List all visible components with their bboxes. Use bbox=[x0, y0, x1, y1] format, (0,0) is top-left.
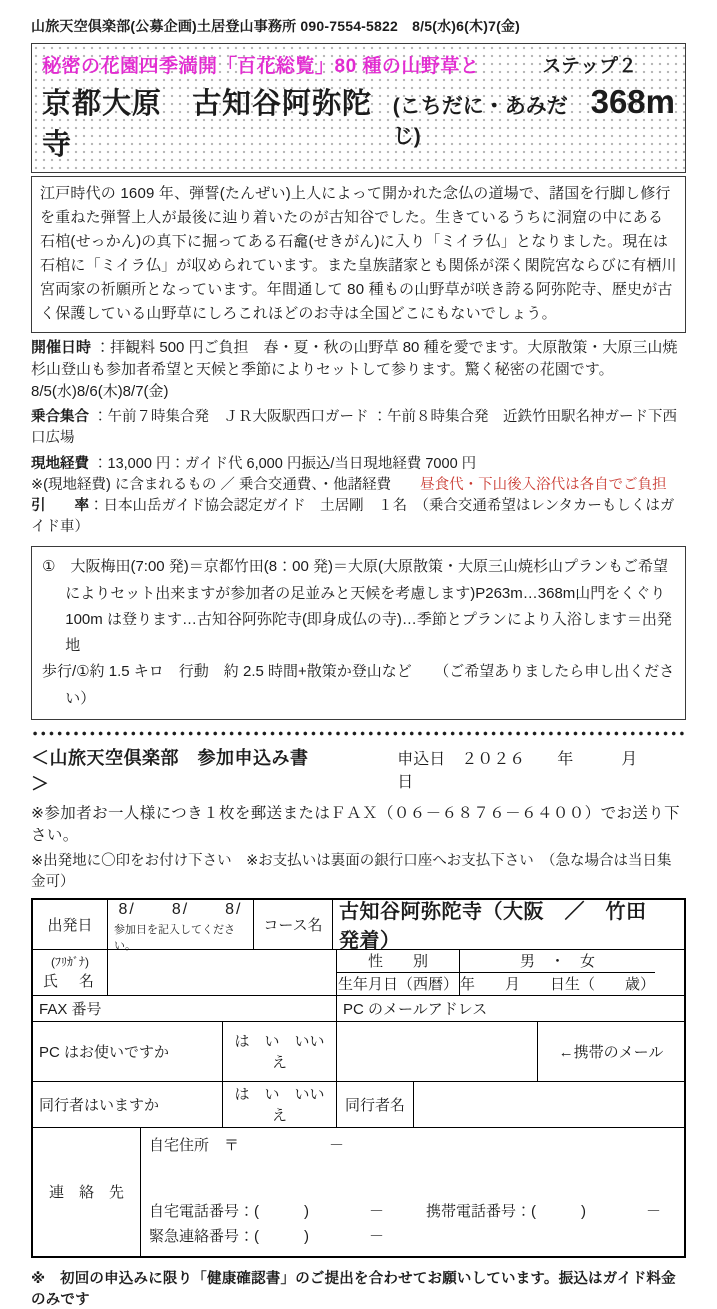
departure-label: 出発日 bbox=[33, 900, 108, 949]
application-header-row bbox=[31, 744, 686, 796]
footer-note: ※ 初回の申込みに限り「健康確認書」のご提出を合わせてお願いしています。振込はガイド料金のみです bbox=[31, 1270, 676, 1308]
furigana-label: (ﾌﾘｶﾞﾅ) bbox=[51, 955, 89, 970]
departure-date-blanks: 8/ 8/ 8/ bbox=[118, 900, 243, 918]
dates-line: 8/5(水)8/6(木)8/7(金) bbox=[31, 382, 169, 400]
title-main-row bbox=[42, 81, 675, 163]
application-title: ＜山旅天空倶楽部 参加申込み書＞ bbox=[31, 747, 309, 794]
application-date-line: 申込日 ２０２６ 年 月 日 bbox=[397, 750, 686, 791]
gender-value: 男 ・ 女 bbox=[520, 953, 596, 971]
pc-yesno-choice: は い いいえ bbox=[223, 1022, 337, 1081]
pc-question: PC はお使いですか bbox=[33, 1022, 223, 1081]
name-label: 氏 名 bbox=[42, 973, 97, 991]
course-name-cell bbox=[333, 900, 684, 953]
club-header-line: 山旅天空倶楽部(公募企画)土居登山事務所 090-7554-5822 8/5(水)6(木)7(金) bbox=[31, 18, 520, 34]
table-row-name bbox=[33, 950, 684, 996]
cost-note-line bbox=[31, 475, 686, 496]
guide-text: ：日本山岳ガイド協会認定ガイド 土居剛 １名 （乗合交通希望はレンタカーもしくはガイド車） bbox=[31, 498, 675, 536]
contact-fields-cell bbox=[141, 1128, 684, 1256]
title-reading: (こちだに・あみだじ) bbox=[392, 95, 568, 148]
phone-row bbox=[149, 1199, 676, 1225]
guide-label: 引 率 bbox=[31, 498, 89, 515]
title-step-label: ステップ２ bbox=[542, 56, 637, 77]
description-text: 江戸時代の 1609 年、弾誓(たんぜい)上人によって開かれた念仏の道場で、諸国を行脚し修行を重ねた弾誓上人が最後に辿り着いたのが古知谷でした。生きているうちに洞窟の中にある石棺(せっかん)の真下に掘ってある石龕(せきがん)に入り「ミイラ仏」となりました。現在は石棺に「ミイラ仏」が収められています。また皇族諸家とも関係が深く閑院宮ならびに有栖川宮両家の祈願所となっています。年間通して 80 種もの山野草が咲き誇る阿弥陀寺、歴史が古く保護している山野草にしろこれほどのお寺は全国どこにもないでしょう。 bbox=[40, 185, 677, 322]
title-subtitle: 秘密の花園四季満開「百花総覧」80 種の山野草と bbox=[42, 56, 480, 77]
dotted-separator bbox=[31, 731, 686, 736]
cost-line bbox=[31, 454, 686, 475]
home-address-field: 自宅住所 〒 － bbox=[149, 1136, 345, 1154]
title-main: 京都大原 古知谷阿弥陀寺 bbox=[42, 88, 373, 161]
home-phone-field: 自宅電話番号：( ) － bbox=[149, 1202, 384, 1220]
itinerary-box bbox=[31, 546, 686, 720]
companion-question: 同行者はいますか bbox=[33, 1082, 223, 1127]
name-label-cell bbox=[33, 950, 108, 995]
gender-birth-grid bbox=[337, 950, 655, 995]
birth-row bbox=[337, 973, 655, 995]
mail-input-field bbox=[337, 1022, 538, 1081]
event-text: ：拝観料 500 円ご負担 春・夏・秋の山野草 80 種を愛でます。大原散策・大原三山焼杉山登山も参加者希望と天候と季節によりセットして参ります。驚く秘密の花園です。 bbox=[31, 339, 678, 378]
event-line bbox=[31, 337, 686, 381]
departure-date-field bbox=[108, 900, 254, 952]
gender-label: 性 別 bbox=[337, 950, 460, 972]
companion-name-field bbox=[414, 1082, 684, 1127]
meet-line bbox=[31, 407, 686, 449]
itinerary-line1: ① 大阪梅田(7:00 発)＝京都竹田(8：00 発)＝大原(大原散策・大原三山焼杉山プランもご希望によりセット出来ますが参加者の足並みと天候を考慮します)P263m…368m山門をくぐり 100m は登ります…古知谷阿弥陀寺(即身成仏の寺)…季節とプランにより入浴します＝出発地 bbox=[42, 558, 672, 655]
mobile-mail-note: ←携帯のメール bbox=[558, 1043, 664, 1061]
application-note2: ※出発地に〇印をお付け下さい ※お支払いは裏面の銀行口座へお支払下さい （急な場合は当日集金可） bbox=[31, 852, 672, 890]
name-input-field bbox=[108, 950, 337, 995]
guide-line bbox=[31, 496, 686, 538]
companion-name-label: 同行者名 bbox=[337, 1082, 414, 1127]
contact-label: 連 絡 先 bbox=[33, 1128, 141, 1256]
table-row-contact bbox=[33, 1128, 684, 1256]
course-label: コース名 bbox=[254, 900, 333, 949]
fax-label: FAX 番号 bbox=[33, 996, 337, 1021]
mobile-phone-field: 携帯電話番号：( ) － bbox=[426, 1202, 661, 1220]
description-box bbox=[31, 176, 686, 333]
gender-birth-cell bbox=[337, 950, 684, 995]
gender-row bbox=[337, 950, 655, 973]
emergency-phone-field: 緊急連絡番号：( ) － bbox=[149, 1228, 384, 1246]
meet-label: 乗合集合 bbox=[31, 409, 89, 426]
birth-value: 年 月 日生（ 歳） bbox=[460, 976, 656, 994]
event-label: 開催日時 bbox=[31, 339, 92, 356]
cost-text: ：13,000 円：ガイド代 6,000 円振込/当日現地経費 7000 円 bbox=[89, 456, 477, 473]
contact-phone-block bbox=[149, 1199, 676, 1250]
title-box bbox=[31, 43, 686, 173]
cost-label: 現地経費 bbox=[31, 456, 89, 473]
table-row-departure bbox=[33, 900, 684, 953]
application-form-table bbox=[31, 898, 686, 1258]
details-section bbox=[31, 337, 686, 538]
application-note1: ※参加者お一人様につき１枚を郵送またはＦＡＸ（０６－６８７６－６４００）でお送り下さい。 bbox=[31, 804, 681, 844]
departure-date-note: 参加日を記入してください。 bbox=[114, 923, 235, 952]
title-subtitle-row bbox=[42, 51, 675, 78]
meet-text: ：午前７時集合発 ＪＲ大阪駅西口ガード ：午前８時集合発 近鉄竹田駅名神ガード下西口広場 bbox=[31, 409, 678, 447]
table-row-fax-mail bbox=[33, 996, 684, 1022]
companion-yesno-choice: は い いいえ bbox=[223, 1082, 337, 1127]
itinerary-line2: 歩行/①約 1.5 キロ 行動 約 2.5 時間+散策か登山など （ご希望ありましたら申し出ください） bbox=[42, 663, 675, 707]
course-name: 古知谷阿弥陀寺（大阪 ／ 竹田 発着） bbox=[339, 901, 667, 953]
cost-note-red: 昼食代・下山後入浴代は各自でご負担 bbox=[420, 477, 667, 494]
birth-label: 生年月日（西暦） bbox=[337, 973, 460, 995]
title-elevation: 368m bbox=[590, 83, 675, 120]
pc-mail-label: PC のメールアドレス bbox=[343, 1000, 488, 1018]
table-row-pc bbox=[33, 1022, 684, 1082]
table-row-companion bbox=[33, 1082, 684, 1128]
cost-note-text: ※(現地経費) に含まれるもの ／ 乗合交通費、・他諸経費 bbox=[31, 477, 421, 494]
